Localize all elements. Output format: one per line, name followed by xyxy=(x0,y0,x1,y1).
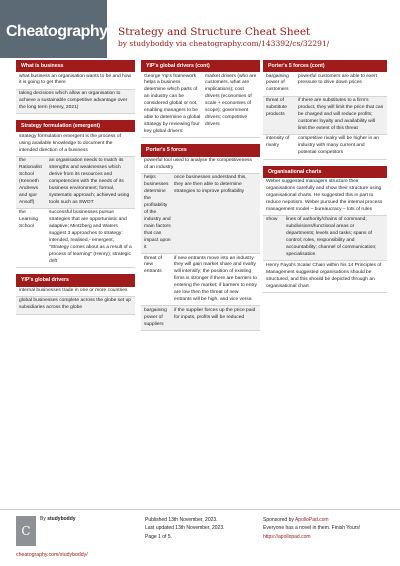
table-row xyxy=(263,135,387,159)
section-title: YIP's global drivers xyxy=(16,274,135,286)
row-value: if there are substitutes to a firm's product, they will limit the price that can be charged and will reduce profits; customer loyalty and availability will limit the extent of this threat xyxy=(298,97,384,131)
table-row xyxy=(141,306,260,330)
text-row: strategy formulation emergent is the process of using available knowledge to document the intended direction of a business xyxy=(16,132,135,156)
author-name[interactable]: studyboddy xyxy=(47,516,76,522)
row-value: if the supplier forces up the price paid for inputs, profits will be reduced xyxy=(174,307,256,320)
text-row: what business an organisation wants to be and how it is going to get there xyxy=(16,72,135,90)
row-value: powerful customers are able to exert pressure to drive down prices xyxy=(298,73,378,86)
section-title: Porter's 5 forces (cont) xyxy=(263,60,387,72)
text-row: Henry Fayol's Scalar Chain within his 14 Principles of Management suggested organisations should be structured, and this should be depicted through an organisational chart xyxy=(263,261,387,292)
row-value: competitive rivalry will be higher in an industry with many current and potential competitors xyxy=(298,136,380,156)
row-value: market drivers (who are customers, what are implications); cost drivers (economies of scale + economies of scope); government drivers; competitive drivers xyxy=(205,73,257,128)
section-title: YIP's global drivers (cont) xyxy=(141,60,260,72)
sponsor-link[interactable]: ApolloPad.com xyxy=(294,517,329,523)
table-row xyxy=(16,209,135,268)
row-key: the Learning School xyxy=(19,210,39,230)
row-key: show xyxy=(266,217,278,223)
text-row: taking decisions which allow an organisation to achieve a sustainable competitive advantage over the long term (Henry, 2021) xyxy=(16,90,135,114)
section-organisational-charts xyxy=(263,166,387,293)
section-strategy-emergent xyxy=(16,120,135,268)
page-number: Page 1 of 5. xyxy=(145,533,172,540)
row-key: bargaining power of suppliers xyxy=(144,307,167,327)
updated-date: Last updated 13th November, 2023. xyxy=(145,525,225,532)
row-key: the Rationalist School (Kenneth Andrews and Igor Ansoff) xyxy=(19,158,42,205)
text-row: global businesses complete across the globe set up subsidiaries across the globe xyxy=(16,297,135,315)
publication-info xyxy=(145,516,225,541)
row-value: an organisation needs to match its strengths and weaknesses which derive from its resources and competencies with the needs of its business environment; formal, systematic approach; achieved using tools such as SWOT xyxy=(49,158,130,205)
sponsor-prefix: Sponsored by xyxy=(263,517,295,523)
footer xyxy=(0,509,400,566)
text-row: Weber suggested managers structure their organisations carefully and show their structure using organisational charts. He suggested this in part to reduce nepotism. Weber pursued the internal process management model – bureaucracy – lots of rules xyxy=(263,178,387,216)
table-row xyxy=(141,174,260,254)
table-row xyxy=(263,72,387,96)
row-key: threat of new entrants xyxy=(144,255,162,275)
row-value: lines of authority/chains of command; subdivisions/functional areas or departments; levels and tasks; spans of control; roles, responsibility and accountability; channel of communication; specialisation xyxy=(286,217,377,258)
sponsor-url[interactable]: https://apollopad.com xyxy=(263,533,311,540)
row-key: helps businesses determine the profitability of the industry and main factors that can impact upon it xyxy=(144,175,171,250)
row-value: successful businesses pursue strategies that are opportunistic and adaptive; Mintzberg and Waters suggest 3 approaches to strategy: intended, realised,- emergent; "Strategy comes about as a result of a process of learning" (Henry); strategic drift xyxy=(49,210,132,265)
section-porters-5-forces-cont xyxy=(263,60,387,160)
logo-text: Cheatography xyxy=(6,23,108,40)
section-yip-global-drivers-cont xyxy=(141,60,260,138)
column-2 xyxy=(141,60,260,337)
logo[interactable] xyxy=(0,0,107,58)
row-value: if new entrants move into an industry they will gain market share and rivalry will intensify; the position of existing firms is stronger if there are barriers to entering the market; if barriers to entry are low then the threat of new entrants will be high, and vice versa xyxy=(174,255,257,303)
column-3 xyxy=(263,60,387,299)
text-row: internal businesses trade in one or more countries xyxy=(16,287,135,298)
author-profile-link[interactable]: cheatography.com/studyboddy/ xyxy=(16,552,88,558)
table-row xyxy=(263,216,387,261)
row-key: threat of substitute products xyxy=(266,97,287,117)
table-row xyxy=(16,157,135,209)
table-row xyxy=(141,254,260,306)
byline-prefix: By xyxy=(40,516,48,522)
section-what-is-business xyxy=(16,60,135,114)
section-yip-global-drivers xyxy=(16,274,135,314)
text-row: powerful tool used to analyse the competitiveness of an industry xyxy=(141,157,260,175)
section-title: Porter's 5 forces xyxy=(141,144,260,156)
sheet-subtitle[interactable]: by studyboddy via cheatography.com/143392/cs/32291/ xyxy=(118,39,330,48)
row-value: once businesses understand this, they are then able to determine strategies to improve profitability xyxy=(174,175,247,195)
section-title: Organisational charts xyxy=(263,166,387,178)
table-row xyxy=(141,72,260,138)
author-avatar[interactable]: C xyxy=(16,516,36,546)
table-row xyxy=(263,97,387,135)
row-key: intensity of rivalry xyxy=(266,136,290,149)
section-title: Strategy formulation (emergent) xyxy=(16,120,135,132)
row-key: bargaining power of customers xyxy=(266,73,289,93)
row-key: George Yip's framework helps a business determine which parts of an industry can be considered global or not, enabling managers to be able to determine a global strategy by reviewing four key global drivers: xyxy=(144,73,201,135)
sponsor-line xyxy=(263,516,388,524)
author-byline xyxy=(40,516,76,522)
sponsor-text: Everyone has a novel in them. Finish Yours! xyxy=(263,525,361,532)
header xyxy=(0,0,400,58)
section-porters-5-forces xyxy=(141,144,260,331)
column-1 xyxy=(16,60,135,321)
section-title: What is business xyxy=(16,60,135,72)
sheet-title: Strategy and Structure Cheat Sheet xyxy=(118,26,311,38)
published-date: Published 13th November, 2023. xyxy=(145,517,218,523)
sponsor-info xyxy=(263,516,388,541)
